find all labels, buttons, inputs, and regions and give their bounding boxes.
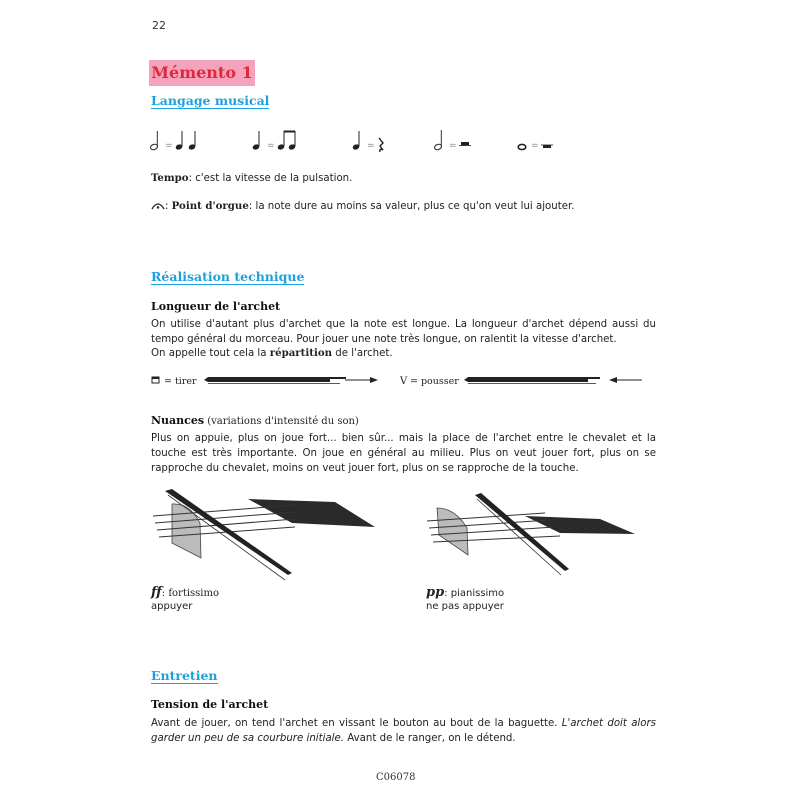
arrow-left-icon — [609, 377, 642, 383]
memento-title: Mémento 1 — [149, 60, 255, 86]
equals-sign: = — [449, 141, 457, 151]
equivalence-half-two-quarters — [150, 131, 196, 151]
text: Avant de le ranger, on le détend. — [344, 733, 516, 744]
italic-text: L'archet doit alors garder un peu de sa courbure initiale. — [151, 718, 656, 744]
equivalence-whole-rest — [518, 141, 553, 151]
heading-entretien: Entretien — [151, 668, 218, 683]
equivalence-half-rest — [434, 130, 471, 151]
fermata-icon — [151, 200, 165, 210]
caption-pp — [426, 586, 504, 613]
text: Avant de jouer, on tend l'archet en vissant le bouton au bout de la baguette. — [151, 718, 562, 729]
half-rest-icon — [461, 142, 469, 146]
pp-symbol: pp — [426, 585, 445, 600]
fermata-term: Point d'orgue — [171, 200, 249, 212]
equals-sign: = — [165, 141, 173, 151]
fingerboard — [248, 499, 375, 527]
paragraph-longueur: On utilise d'autant plus d'archet que la note est longue. La longueur d'archet dépend aussi du tempo général du morceau. Pour jouer une note très longue, on ralentit la vitesse d'archet. — [151, 319, 656, 345]
fermata-text: : la note dure au moins sa valeur, plus ce qu'on veut lui ajouter. — [248, 201, 575, 212]
subheading-tension-archet: Tension de l'archet — [151, 698, 269, 711]
bow-direction-row — [150, 372, 650, 390]
fermata-definition: : Point d'orgue: la note dure au moins sa valeur, plus ce qu'on veut lui ajouter. — [151, 199, 656, 214]
tempo-text: : c'est la vitesse de la pulsation. — [188, 173, 353, 184]
footer-code: C06078 — [376, 772, 416, 783]
down-bow-icon — [152, 377, 159, 383]
quarter-rest-icon — [379, 138, 383, 152]
up-bow-icon: V — [400, 376, 408, 387]
bow-icon-tirer — [204, 377, 346, 384]
tirer-label: = tirer — [164, 376, 197, 387]
tempo-term: Tempo — [151, 172, 189, 184]
illustration-pianissimo — [425, 483, 660, 583]
pousser-label: = pousser — [410, 376, 459, 387]
caption-ff — [151, 586, 219, 613]
text: On appelle tout cela la — [151, 348, 270, 359]
fingerboard — [525, 516, 635, 534]
nuances-heading — [151, 414, 359, 427]
heading-realisation-technique: Réalisation technique — [151, 269, 305, 284]
heading-langage-musical: Langage musical — [151, 93, 270, 108]
repartition-term: répartition — [269, 347, 333, 359]
page-number: 22 — [152, 19, 166, 32]
paragraph-nuances: Plus on appuie, plus on joue fort... bien sûr... mais la place de l'archet entre le chevalet et la touche est très importante. On joue en général au milieu. Plus on veut jouer fort, plus on se rapproche du chevalet, moins on veut jouer fort, plus on se rapproche de la touche. — [151, 433, 656, 474]
illustration-fortissimo — [145, 483, 390, 583]
ff-symbol: ff — [151, 585, 162, 600]
tempo-definition — [151, 171, 656, 186]
equivalence-quarter-rest — [352, 131, 383, 152]
subheading-nuances: Nuances — [151, 414, 205, 427]
paragraph-repartition — [151, 346, 656, 361]
pp-caption: ne pas appuyer — [426, 601, 504, 612]
bow-stick — [475, 493, 569, 571]
equals-sign: = — [531, 141, 539, 151]
whole-rest-icon — [543, 145, 551, 148]
ff-label: : fortissimo — [161, 588, 219, 599]
equals-sign: = — [367, 141, 375, 151]
subheading-longueur-archet: Longueur de l'archet — [151, 300, 281, 313]
equivalence-quarter-two-eighths — [252, 131, 296, 151]
arrow-right-icon — [345, 377, 378, 383]
bow-icon-pousser — [464, 377, 600, 384]
paragraph-tension — [151, 716, 656, 746]
equals-sign: = — [267, 141, 275, 151]
ff-caption: appuyer — [151, 601, 193, 612]
note-equivalences — [150, 126, 650, 156]
whole-note-icon — [518, 144, 526, 149]
nuances-note: (variations d'intensité du son) — [204, 416, 359, 427]
pp-label: : pianissimo — [444, 588, 505, 599]
bridge — [437, 508, 468, 555]
text: de l'archet. — [332, 348, 393, 359]
